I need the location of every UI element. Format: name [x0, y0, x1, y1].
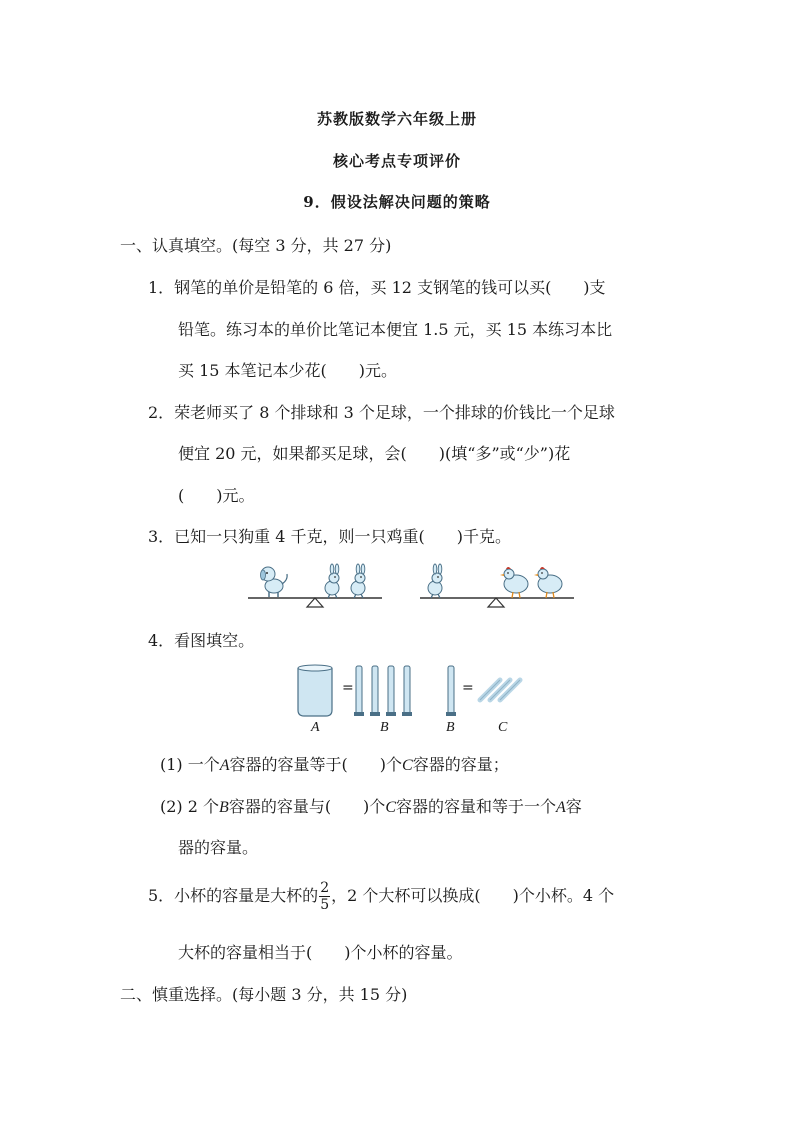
doc-title: 苏教版数学六年级上册 [316, 110, 477, 128]
balance-scales-figure [240, 558, 585, 614]
rabbit-icon [325, 564, 339, 598]
beaker-a-icon [298, 665, 332, 716]
q1-line3: 买 15 本笔记本少花( )元。 [178, 361, 398, 380]
tube-b-icon [386, 666, 396, 716]
label-c: C [498, 720, 508, 735]
equals-sign: = [342, 680, 354, 696]
q5-line1: 5．小杯的容量是大杯的 $\frac{2}{5}$ ，2 个大杯可以换成( )个小杯。4 个 [148, 880, 615, 913]
equals-sign: = [462, 680, 474, 696]
fraction-two-fifths: $\frac{2}{5}$ [320, 880, 330, 913]
label-a: A [311, 720, 320, 735]
doc-subtitle: 核心考点专项评价 [332, 152, 461, 170]
chicken-icon [534, 567, 562, 598]
q4-sub2: (2) 2 个B容器的容量与( )个C容器的容量和等于一个A容 [160, 797, 582, 816]
chicken-icon [500, 567, 528, 598]
q4-line1: 4．看图填空。 [148, 631, 255, 650]
tube-b-icon [446, 666, 456, 716]
doc-topic: 9．假设法解决问题的策略 [303, 193, 491, 211]
rabbit-icon [428, 564, 442, 598]
q1-line2: 铅笔。练习本的单价比笔记本便宜 1.5 元，买 15 本练习本比 [178, 320, 613, 339]
containers-figure [290, 660, 540, 722]
q1-line1: 1．钢笔的单价是铅笔的 6 倍，买 12 支钢笔的钱可以买( )支 [148, 278, 606, 297]
q3-line1: 3．已知一只狗重 4 千克，则一只鸡重( )千克。 [148, 527, 512, 546]
tube-b-icon [402, 666, 412, 716]
tube-b-icon [354, 666, 364, 716]
tube-b-icon [370, 666, 380, 716]
section2-heading: 二、慎重选择。(每小题 3 分，共 15 分) [120, 985, 408, 1004]
left-balance-scale [248, 564, 382, 607]
rabbit-icon [351, 564, 365, 598]
q4-sub1: (1) 一个A容器的容量等于( )个C容器的容量； [160, 755, 509, 774]
q2-line2: 便宜 20 元，如果都买足球，会( )(填“多”或“少”)花 [178, 444, 571, 463]
label-b-single: B [446, 720, 455, 735]
q4-sub2-line2: 器的容量。 [178, 838, 259, 857]
q2-line3: ( )元。 [178, 486, 255, 505]
label-b: B [380, 720, 389, 735]
right-balance-scale [420, 564, 574, 607]
section1-heading: 一、认真填空。(每空 3 分，共 27 分) [120, 236, 392, 255]
q2-line1: 2．荣老师买了 8 个排球和 3 个足球，一个排球的价钱比一个足球 [148, 403, 615, 422]
q5-line2: 大杯的容量相当于( )个小杯的容量。 [178, 943, 463, 962]
dog-icon [261, 567, 288, 597]
